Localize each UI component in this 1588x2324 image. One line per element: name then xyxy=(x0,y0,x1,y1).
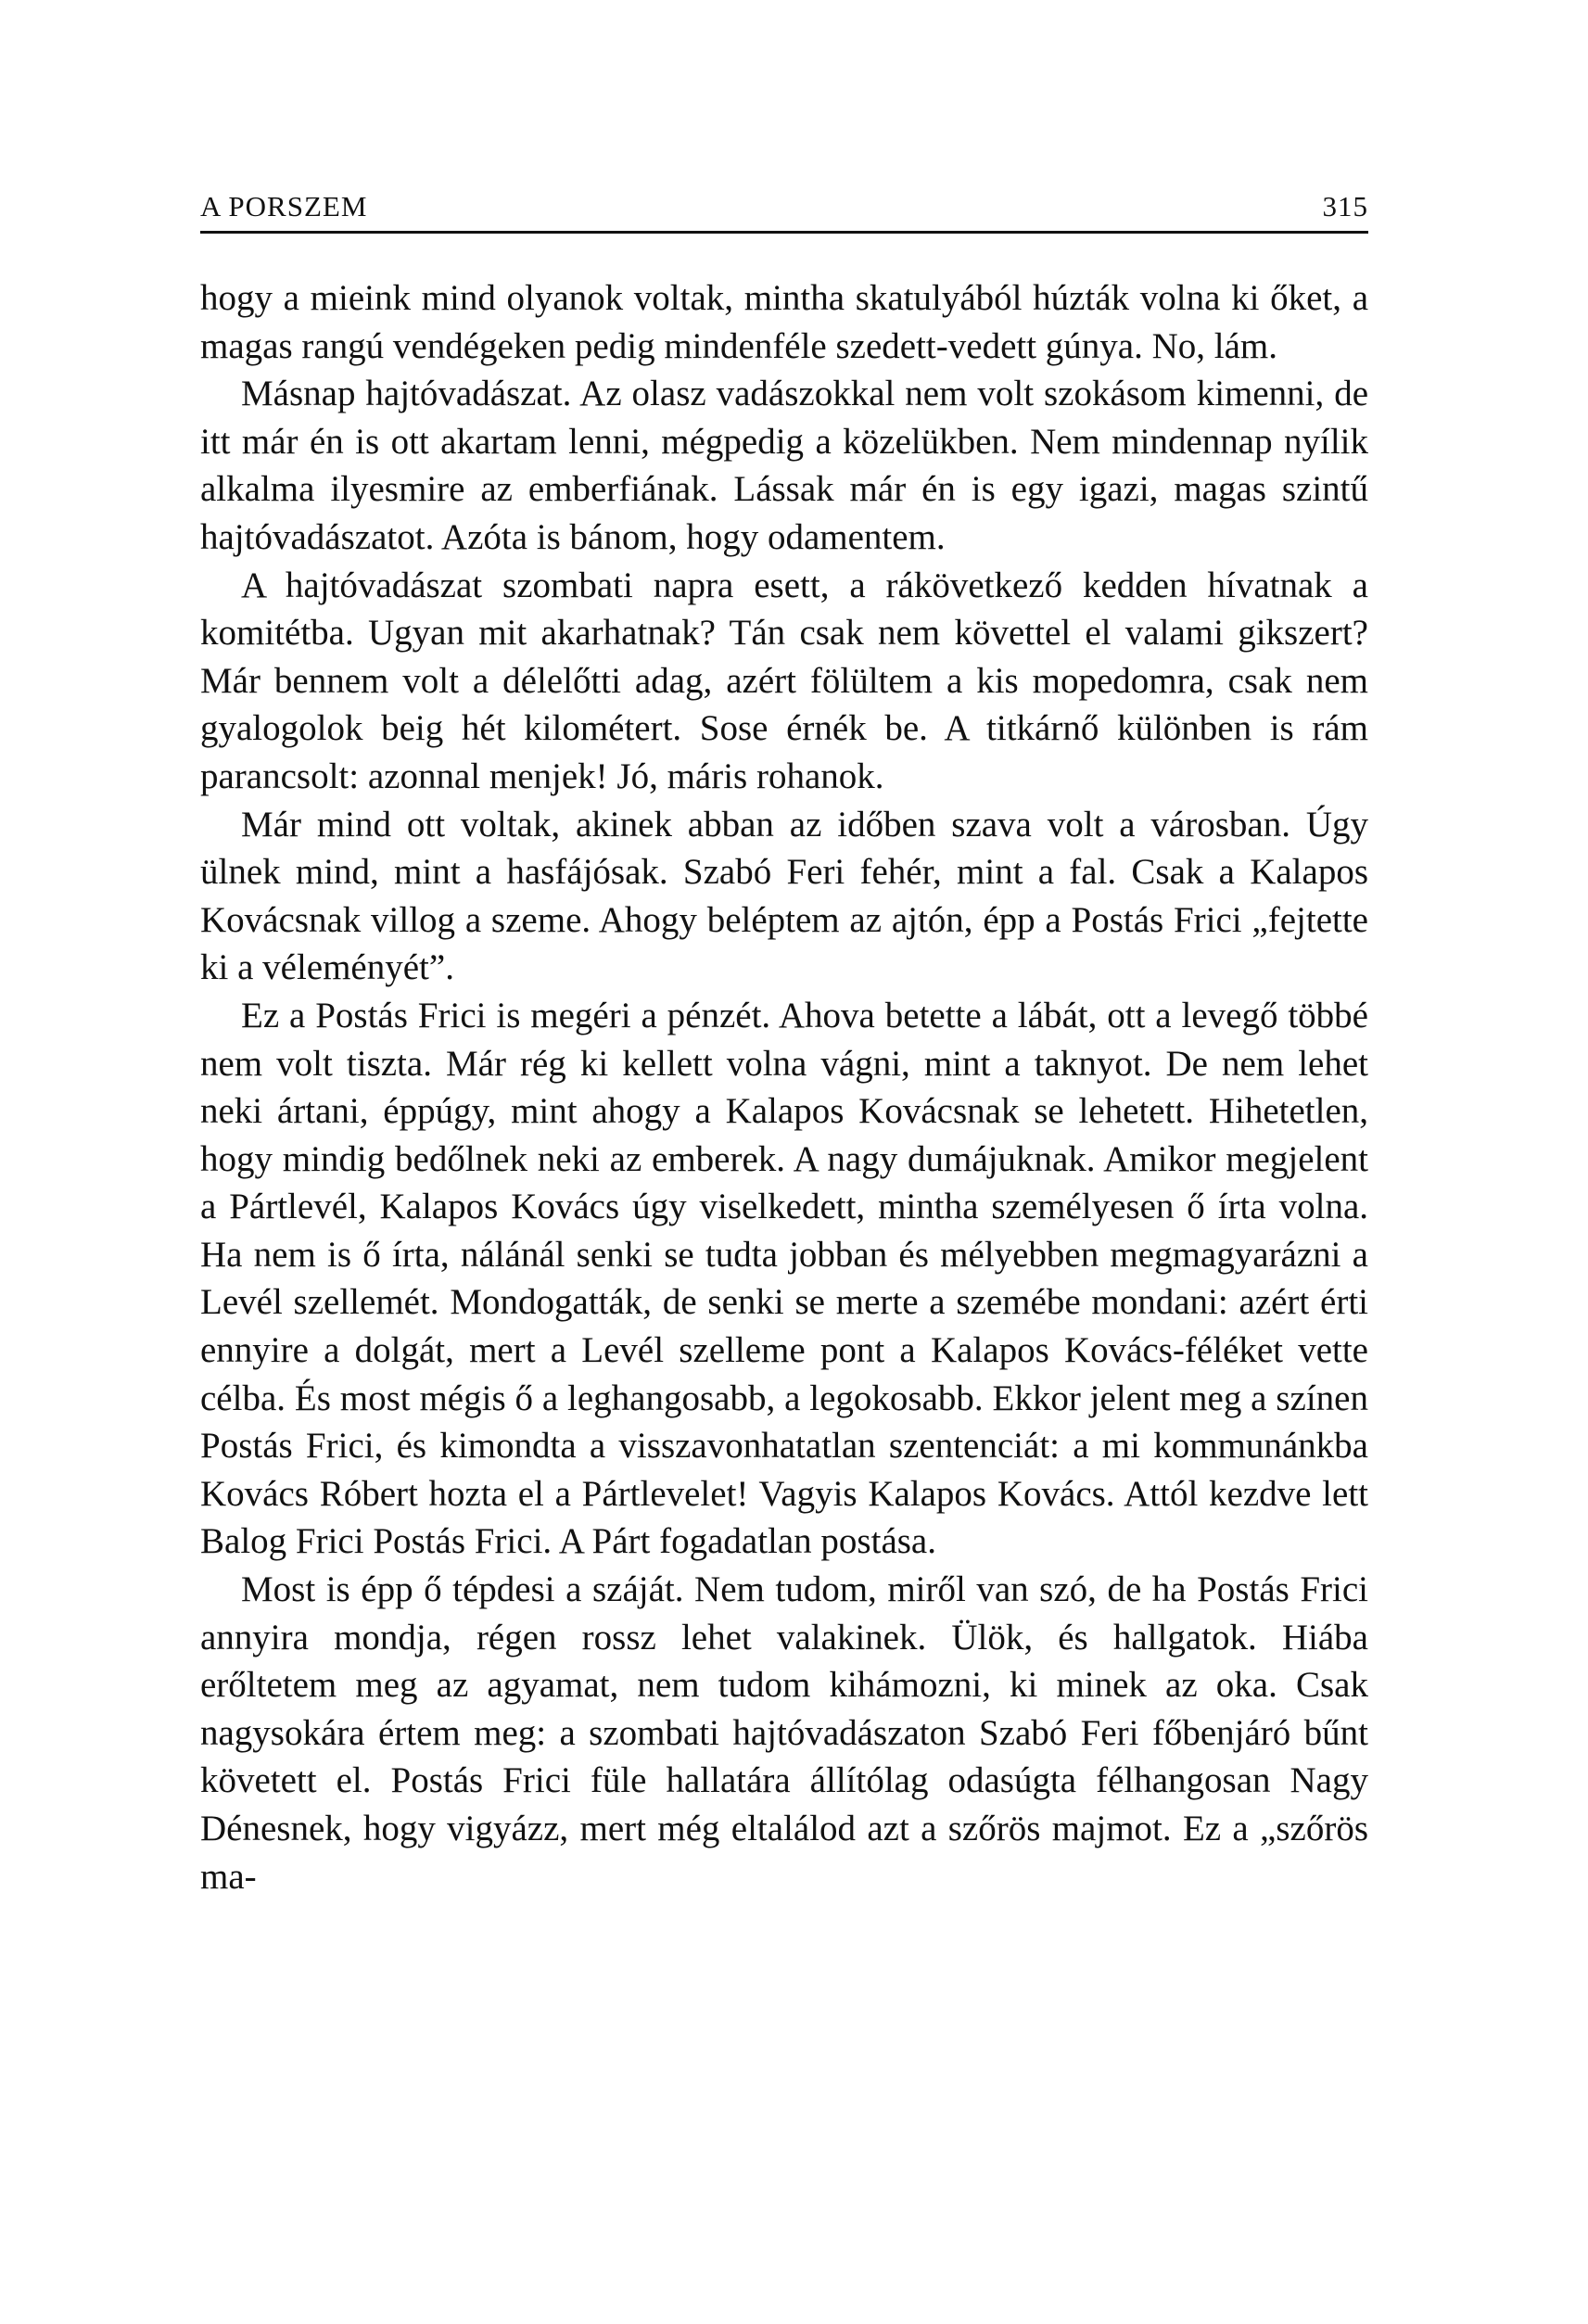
paragraph-6: Most is épp ő tépdesi a száját. Nem tudom, miről van szó, de ha Postás Frici annyira mondja, régen rossz lehet valakinek. Ülök, és hallgatok. Hiába erőltetem meg az agyamat, nem tudom kihámozni, ki minek az oka. Csak nagysokára értem meg: a szombati hajtóvadászaton Szabó Feri főbenjáró bűnt követett el. Postás Frici füle hallatára állítólag odasúgta félhangosan Nagy Dénesnek, hogy vigyázz, mert még eltalálod azt a szőrös majmot. Ez a „szőrös ma- xyxy=(200,1569,1368,1897)
paragraph-1: hogy a mieink mind olyanok voltak, mintha skatulyából húzták volna ki őket, a magas rangú vendégeken pedig mindenféle szedett-vedett gúnya. No, lám. xyxy=(200,278,1368,366)
page-number: 315 xyxy=(1322,190,1368,222)
body-text xyxy=(200,274,1368,1900)
running-header xyxy=(200,190,1368,234)
paragraph-5: Ez a Postás Frici is megéri a pénzét. Ahova betette a lábát, ott a levegő többé nem volt tiszta. Már rég ki kellett volna vágni, mint a taknyot. De nem lehet neki ártani, éppúgy, mint ahogy a Kalapos Kovácsnak se lehetett. Hihetetlen, hogy mindig bedőlnek neki az emberek. A nagy dumájuknak. Amikor megjelent a Pártlevél, Kalapos Kovács úgy viselkedett, mintha személyesen ő írta volna. Ha nem is ő írta, nálánál senki se tudta jobban és mélyebben megmagyarázni a Levél szellemét. Mondogatták, de senki se merte a szemébe mondani: azért érti ennyire a dolgát, mert a Levél szelleme pont a Kalapos Kovács-féléket vette célba. És most mégis ő a leghangosabb, a legokosabb. Ekkor jelent meg a színen Postás Frici, és kimondta a visszavonhatatlan szentenciát: a mi kommunánkba Kovács Róbert hozta el a Pártlevelet! Vagyis Kalapos Kovács. Attól kezdve lett Balog Frici Postás Frici. A Párt fogadatlan postása. xyxy=(200,995,1368,1562)
book-page xyxy=(200,190,1368,1900)
chapter-title: A PORSZEM xyxy=(200,190,368,222)
paragraph-4: Már mind ott voltak, akinek abban az időben szava volt a városban. Úgy ülnek mind, mint a hasfájósak. Szabó Feri fehér, mint a fal. Csak a Kalapos Kovácsnak villog a szeme. Ahogy beléptem az ajtón, épp a Postás Frici „fejtette ki a véleményét”. xyxy=(200,804,1368,988)
paragraph-2: Másnap hajtóvadászat. Az olasz vadászokkal nem volt szokásom kimenni, de itt már én is ott akartam lenni, mégpedig a közelükben. Nem mindennap nyílik alkalma ilyesmire az emberfiának. Lássak már én is egy igazi, magas szintű hajtóvadászatot. Azóta is bánom, hogy odamentem. xyxy=(200,374,1368,557)
paragraph-3: A hajtóvadászat szombati napra esett, a rákövetkező kedden hívatnak a komitétba. Ugyan mit akarhatnak? Tán csak nem követtel el valami gikszert? Már bennem volt a délelőtti adag, azért fölültem a kis mopedomra, csak nem gyalogolok beig hét kilométert. Sose érnék be. A titkárnő különben is rám parancsolt: azonnal menjek! Jó, máris rohanok. xyxy=(200,565,1368,796)
